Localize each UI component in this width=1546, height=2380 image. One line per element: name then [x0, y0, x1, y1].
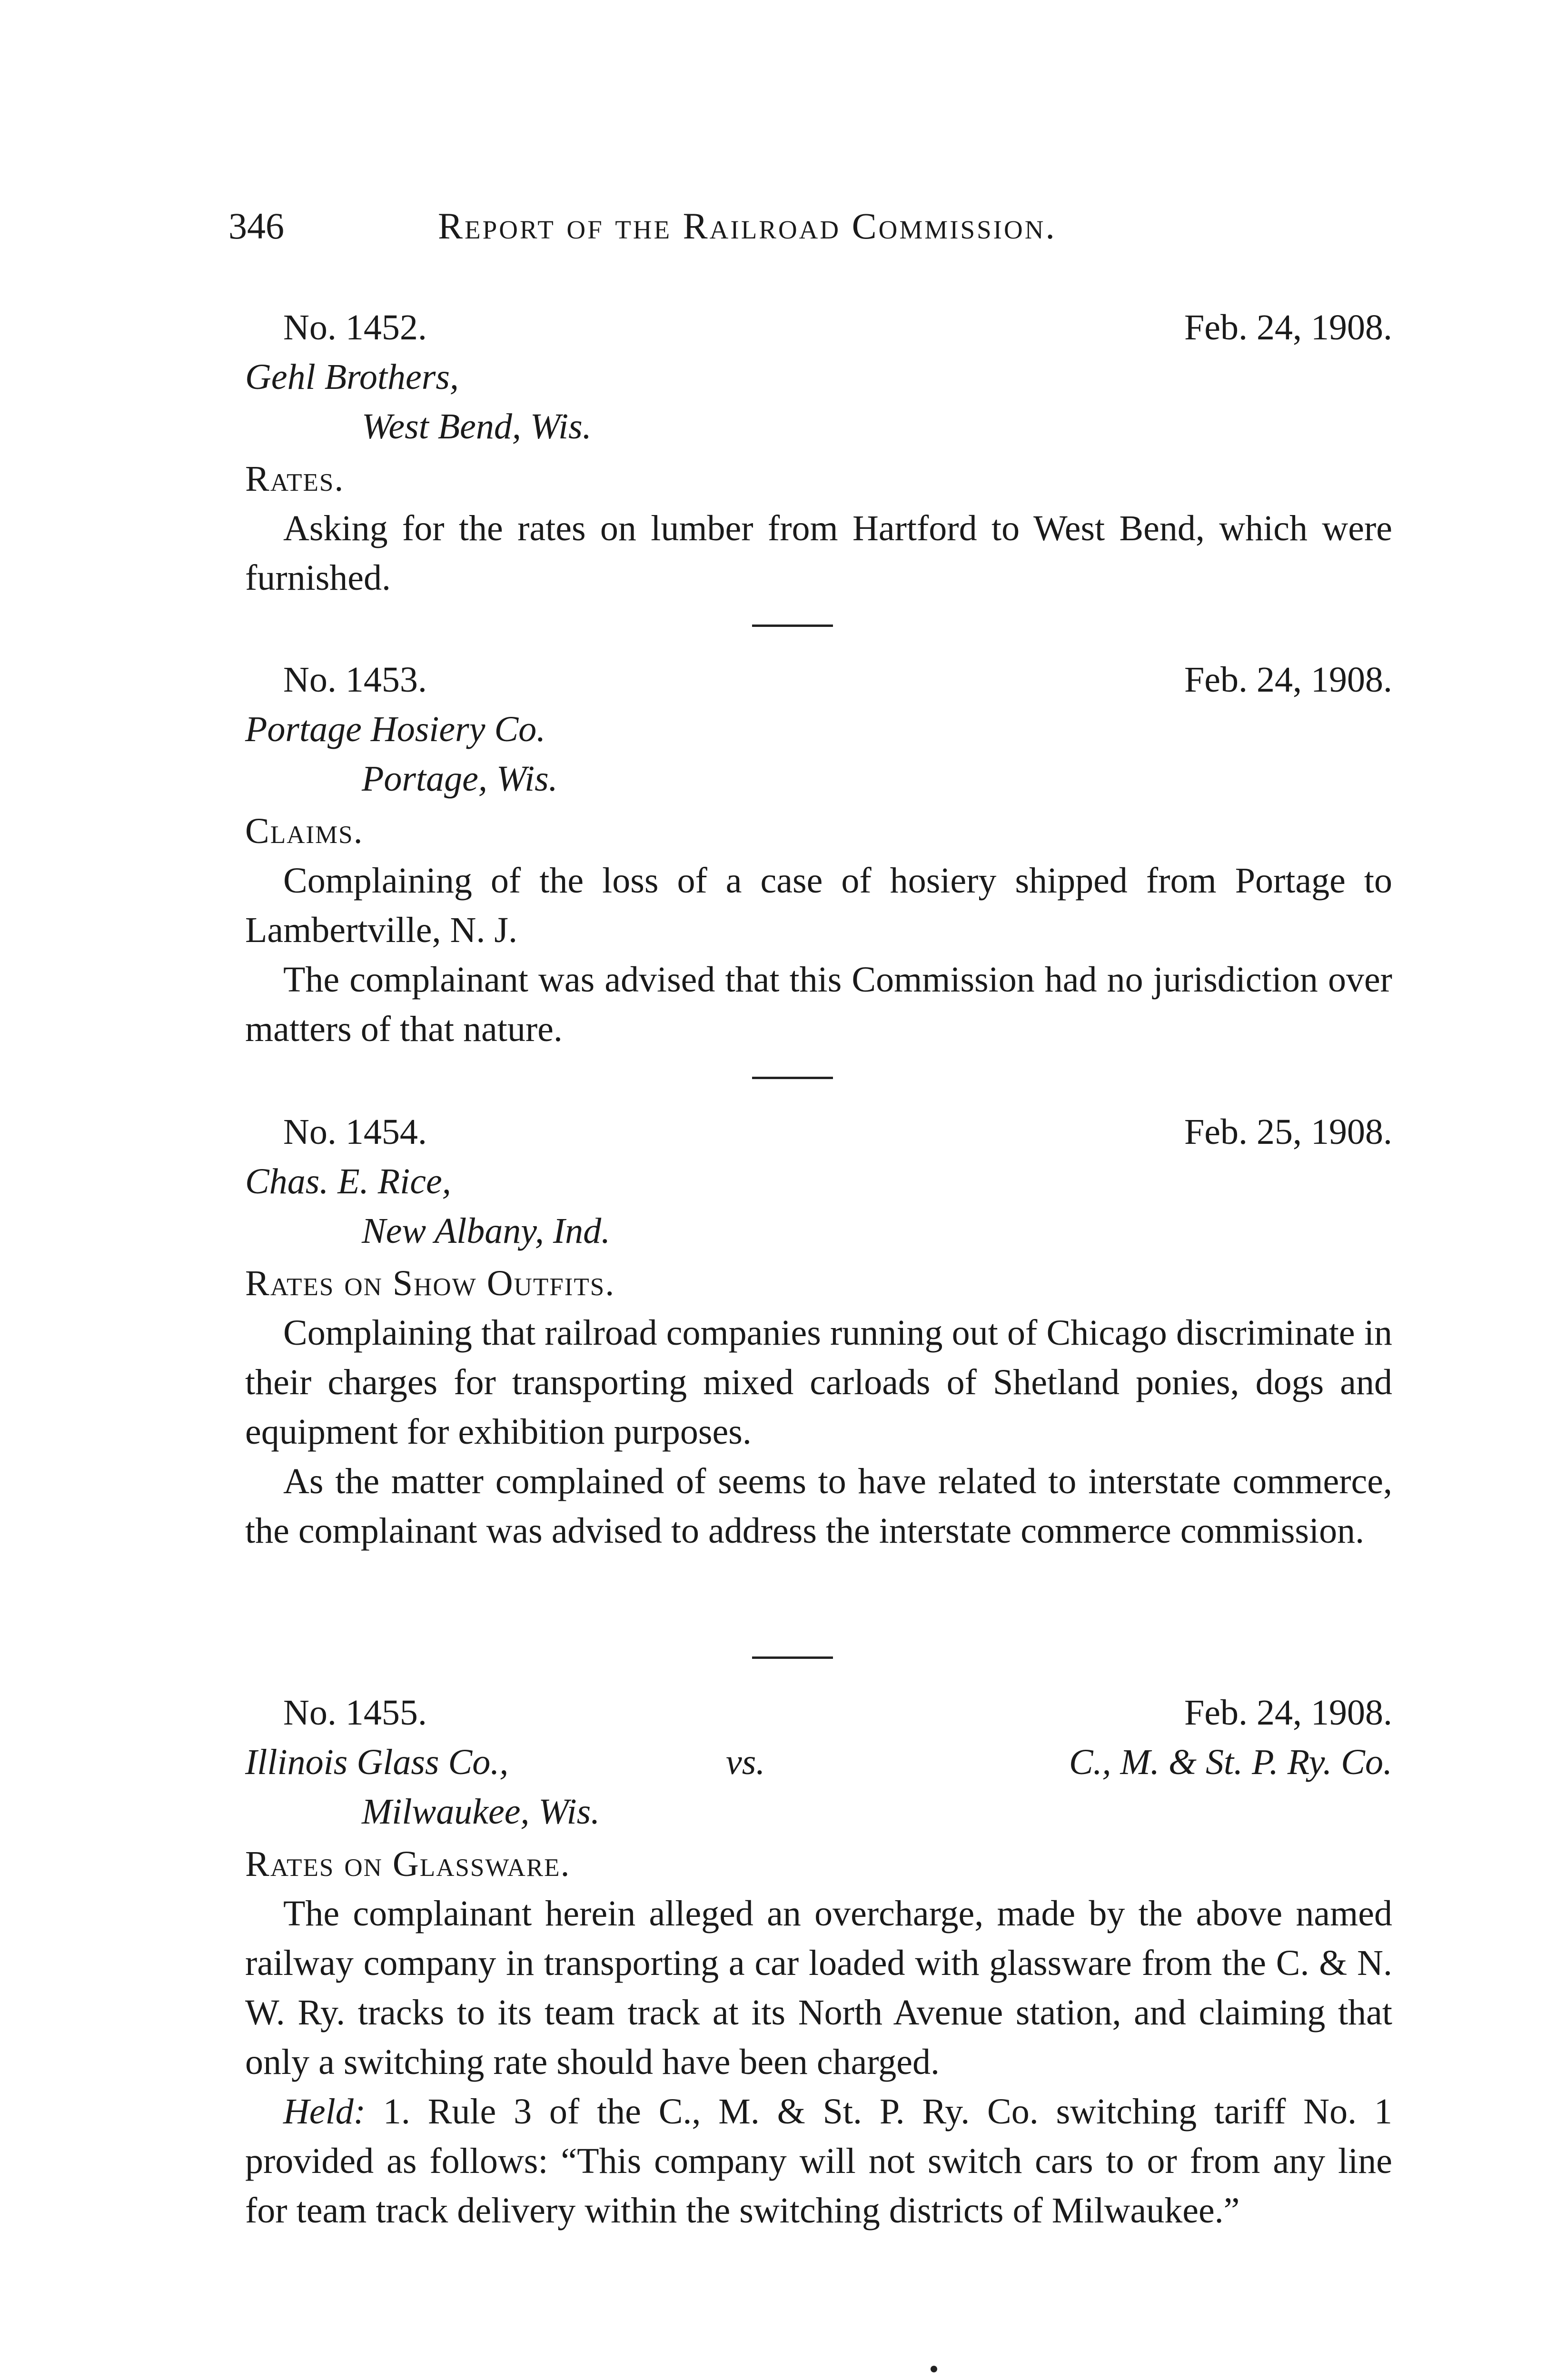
versus-label: vs. [726, 1742, 765, 1782]
section-divider [752, 625, 833, 627]
case-date: Feb. 25, 1908. [1184, 1112, 1392, 1152]
case-date: Feb. 24, 1908. [1184, 307, 1392, 347]
case-number: No. 1454. [283, 1112, 427, 1152]
case-entry-1452 [245, 303, 1392, 603]
entry-heading-row [245, 303, 1392, 352]
parties-row [245, 1737, 1392, 1787]
case-category: Claims. [245, 811, 364, 851]
complainant-name: Illinois Glass Co., [245, 1742, 509, 1782]
held-text: 1. Rule 3 of the C., M. & St. P. Ry. Co. switching tariff No. 1 provided as follows: “This company will not switch cars to or from any line for team track delivery within the switching districts of Milwaukee.” [245, 2092, 1393, 2231]
case-paragraph: The complainant was advised that this Commission had no jurisdiction over matters of that nature. [245, 960, 1392, 1049]
held-paragraph [245, 2087, 1392, 2235]
case-paragraph: As the matter complained of seems to have related to interstate commerce, the complainant was advised to address the interstate commerce commission. [245, 1461, 1392, 1551]
case-date: Feb. 24, 1908. [1184, 660, 1392, 700]
case-date: Feb. 24, 1908. [1184, 1693, 1392, 1733]
case-number: No. 1453. [283, 660, 427, 700]
case-paragraph: Complaining of the loss of a case of hosiery shipped from Portage to Lambertville, N. J. [245, 861, 1392, 950]
case-entry-1455 [245, 1688, 1392, 2235]
case-paragraph: Asking for the rates on lumber from Hartford to West Bend, which were furnished. [245, 508, 1392, 598]
complainant-location: West Bend, Wis. [362, 407, 592, 446]
complainant-name: Chas. E. Rice, [245, 1161, 451, 1201]
entry-heading-row [245, 655, 1392, 704]
running-title: Report of the Railroad Commission. [438, 205, 1057, 247]
printer-mark [931, 2366, 937, 2372]
case-entry-1454 [245, 1107, 1392, 1556]
complainant-location: Portage, Wis. [362, 759, 558, 799]
complainant-location: New Albany, Ind. [362, 1211, 611, 1251]
case-category: Rates on Show Outfits. [245, 1263, 615, 1303]
respondent-name: C., M. & St. P. Ry. Co. [1069, 1742, 1392, 1782]
section-divider [752, 1077, 833, 1079]
complainant-location: Milwaukee, Wis. [362, 1792, 600, 1832]
complainant-name: Gehl Brothers, [245, 357, 459, 397]
entry-heading-row [245, 1107, 1392, 1157]
case-entry-1453 [245, 655, 1392, 1054]
case-number: No. 1455. [283, 1693, 427, 1733]
complainant-name: Portage Hosiery Co. [245, 709, 546, 749]
held-label: Held: [283, 2092, 366, 2132]
case-paragraph: The complainant herein alleged an overcharge, made by the above named railway company in transporting a car loaded with glassware from the C. & N. W. Ry. tracks to its team track at its North Avenue station, and claiming that only a switching rate should have been charged. [245, 1894, 1392, 2082]
section-divider [752, 1656, 833, 1659]
entry-heading-row [245, 1688, 1392, 1737]
case-number: No. 1452. [283, 307, 427, 347]
case-category: Rates. [245, 459, 345, 499]
case-paragraph: Complaining that railroad companies running out of Chicago discriminate in their charges for transporting mixed carloads of Shetland ponies, dogs and equipment for exhibition purposes. [245, 1313, 1392, 1452]
case-category: Rates on Glassware. [245, 1844, 571, 1884]
page-number: 346 [228, 205, 284, 247]
